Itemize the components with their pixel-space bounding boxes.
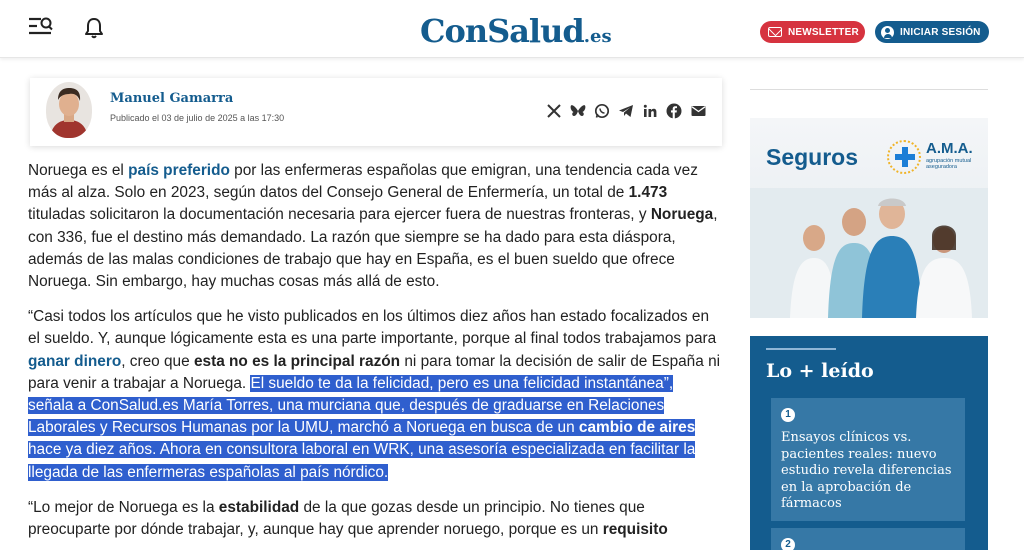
rank-number: 2: [781, 538, 795, 550]
article-paragraph-1: Noruega es el país preferido por las enfermeras españolas que emigran, una tendencia cada vez más al alza. Solo en 2023, según datos del Consejo General de Enfermería, un total de 1.473 tituladas solicitaron la documentación necesaria para ejercer fuera de nuestras fronteras, y Noruega, con 336, fue el destino más demandado. La razón que siempre se ha dado para esta diáspora, además de las malas condiciones de trabajo que hay en España, es el buen sueldo que ofrece Noruega. Sin embargo, hay muchas cosas más allá de esto.: [28, 162, 718, 291]
medical-cross-icon: [887, 140, 921, 174]
ad-partner-sub: agrupación mutual aseguradora: [926, 158, 972, 170]
seguros-ama-ad[interactable]: [750, 118, 988, 318]
x-icon[interactable]: [546, 103, 562, 119]
most-read-item[interactable]: [771, 398, 965, 521]
selected-text[interactable]: El sueldo te da la felicidad, pero es una felicidad instantánea”, señala a ConSalud.es María Torres, una murciana que, después de graduarse en Relaciones Laborales y Recursos Humanas por la UMU, marchó a Noruega en busca de un cambio de aires hace ya diez años. Ahora en consultora laboral en WRK, una asesoría especializada en facilitar la llegada de las enfermeras españolas al país nórdico.: [28, 374, 696, 481]
user-icon: [881, 26, 894, 39]
most-read-panel: [750, 336, 988, 550]
login-button[interactable]: [875, 21, 989, 43]
menu-search-icon[interactable]: [28, 16, 54, 38]
ad-divider: [750, 89, 988, 90]
author-name[interactable]: Manuel Gamarra: [110, 91, 234, 106]
most-read-item[interactable]: [771, 528, 965, 550]
site-header: [0, 0, 1024, 58]
author-avatar[interactable]: [46, 82, 92, 138]
article-paragraph-2: “Casi todos los artículos que he visto publicados en los últimos diez años han estado focalizados en el sueldo. Y, aunque lógicamente esta es una parte importante, porque al final todos trabajamos para ganar dinero, creo que esta no es la principal razón ni para tomar la decisión de salir de España ni para venir a trabajar a Noruega. El sueldo te da la felicidad, pero es una felicidad instantánea”, señala a ConSalud.es María Torres, una murciana que, después de graduarse en Relaciones Laborales y Recursos Humanas por la UMU, marchó a Noruega en busca de un cambio de aires hace ya diez años. Ahora en consultora laboral en WRK, una asesoría especializada en facilitar la llegada de las enfermeras españolas al país nórdico.: [28, 308, 721, 481]
envelope-icon: [768, 27, 782, 37]
ad-brand: Seguros: [766, 144, 859, 170]
site-logo[interactable]: ConSalud.es: [420, 12, 612, 50]
most-read-title: Lo + leído: [766, 360, 874, 382]
publish-date: Publicado el 03 de julio de 2025 a las 17:30: [110, 113, 285, 123]
login-label: INICIAR SESIÓN: [900, 26, 981, 38]
email-icon[interactable]: [690, 103, 706, 119]
share-bar: [546, 103, 706, 119]
linkedin-icon[interactable]: [642, 103, 658, 119]
telegram-icon[interactable]: [618, 103, 634, 119]
author-card: [30, 78, 722, 146]
ad-partner: A.M.A.: [926, 140, 973, 157]
bluesky-icon[interactable]: [570, 103, 586, 119]
newsletter-button[interactable]: [760, 21, 865, 43]
whatsapp-icon[interactable]: [594, 103, 610, 119]
facebook-icon[interactable]: [666, 103, 682, 119]
most-read-headline: Ensayos clínicos vs. pacientes reales: nuevo estudio revela diferencias en la aprobación de fármacos: [781, 430, 952, 511]
article-body: [28, 160, 722, 550]
bell-icon[interactable]: [84, 17, 104, 39]
newsletter-label: NEWSLETTER: [788, 26, 859, 38]
article-paragraph-3: “Lo mejor de Noruega es la estabilidad de la que gozas desde un principio. No tienes que preocuparte por dónde trabajar, y, aunque hay que aprender noruego, porque es un requisito: [28, 498, 668, 539]
rank-number: 1: [781, 408, 795, 422]
link-pais-preferido[interactable]: país preferido: [128, 162, 230, 179]
link-ganar-dinero[interactable]: ganar dinero: [28, 352, 122, 370]
